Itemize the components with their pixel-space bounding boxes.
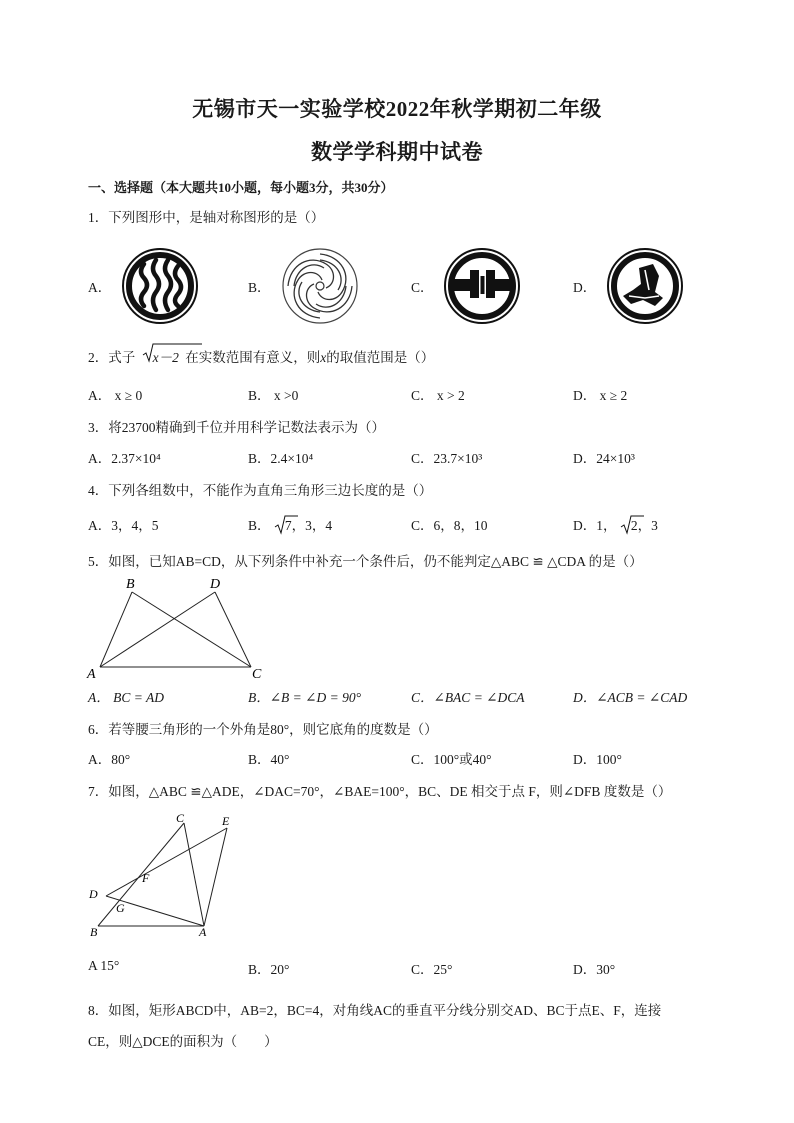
q4-option-d-rest: ，3 <box>637 518 658 533</box>
q4-option-c: C．6，8，10 <box>411 518 488 533</box>
q5-point-c: C <box>252 667 262 682</box>
q4-option-d-label: D．1， <box>573 518 617 533</box>
q7-point-d: D <box>89 887 98 901</box>
q5-option-b: B．∠B = ∠D = 90° <box>248 690 361 705</box>
q1-option-c-label: C． <box>411 280 434 295</box>
question-2-stem <box>88 346 434 366</box>
q7-point-g: G <box>116 901 125 915</box>
title-line-1: 无锡市天一实验学校2022年秋学期初二年级 <box>192 97 602 121</box>
q7-point-c: C <box>176 811 185 825</box>
q1-option-c-figure <box>442 246 522 326</box>
question-8-line-1: 8．如图，矩形ABCD中，AB=2，BC=4，对角线AC的垂直平分线分别交AD、BC于点E、F，连接 <box>88 1003 662 1018</box>
q4-option-b-sqrt <box>274 518 292 534</box>
q1-option-d-label: D． <box>573 280 597 295</box>
question-7-stem: 7．如图，△ABC ≌△ADE，∠DAC=70°，∠BAE=100°，BC、DE 相交于点 F，则∠DFB 度数是（） <box>88 784 672 799</box>
q2-var: x <box>320 350 327 365</box>
q7-option-d: D．30° <box>573 962 616 977</box>
q5-point-b: B <box>126 577 135 592</box>
q2-suffix2: 的取值范围是（） <box>326 350 435 365</box>
q2-suffix: 在实数范围有意义，则 <box>185 350 321 365</box>
q6-option-c: C．100°或40° <box>411 752 492 767</box>
q5-figure <box>84 574 274 682</box>
title-line-2: 数学学科期中试卷 <box>311 140 483 164</box>
q7-option-c: C．25° <box>411 962 453 977</box>
q3-option-b: B．2.4×10⁴ <box>248 451 314 466</box>
q4-option-b-rest: ，3，4 <box>291 518 333 533</box>
q5-option-c: C．∠BAC = ∠DCA <box>411 690 525 705</box>
q5-option-a: A． BC = AD <box>88 690 164 705</box>
q4-option-d <box>573 514 658 534</box>
q7-point-a: A <box>199 925 207 939</box>
q6-option-d: D．100° <box>573 752 622 767</box>
q2-option-d: D． x ≥ 2 <box>573 388 628 403</box>
question-4-stem: 4．下列各组数中，不能作为直角三角形三边长度的是（） <box>88 483 433 498</box>
q1-option-a-label: A． <box>88 280 112 295</box>
q7-option-b: B．20° <box>248 962 290 977</box>
q5-point-a: A <box>87 667 96 682</box>
question-3-stem: 3．将23700精确到千位并用科学记数法表示为（） <box>88 420 385 435</box>
question-5-stem: 5．如图，已知AB=CD，从下列条件中补充一个条件后，仍不能判定△ABC ≌ △CDA 的是（） <box>88 554 643 569</box>
q2-option-c: C． x > 2 <box>411 388 465 403</box>
section-heading: 一、选择题（本大题共10小题，每小题3分，共30分） <box>88 180 394 195</box>
q5-option-d: D．∠ACB = ∠CAD <box>573 690 688 705</box>
q2-prefix: 2．式子 <box>88 350 136 365</box>
q1-option-a-figure <box>120 246 200 326</box>
q7-point-f: F <box>142 871 150 885</box>
q4-option-d-sqrt <box>620 518 638 534</box>
q1-option-b-label: B． <box>248 280 271 295</box>
q2-option-a: A． x ≥ 0 <box>88 388 143 403</box>
q7-point-e: E <box>222 814 230 828</box>
q3-option-c: C．23.7×10³ <box>411 451 483 466</box>
q3-option-a: A．2.37×10⁴ <box>88 451 161 466</box>
q7-point-b: B <box>90 925 98 939</box>
q4-option-b-label: B． <box>248 518 271 533</box>
q2-sqrt <box>142 346 179 366</box>
question-8-line-2: CE，则△DCE的面积为（ ） <box>88 1034 278 1049</box>
q1-option-d-figure <box>605 246 685 326</box>
q3-option-d: D．24×10³ <box>573 451 635 466</box>
question-6-stem: 6．若等腰三角形的一个外角是80°，则它底角的度数是（） <box>88 722 438 737</box>
question-1-stem: 1．下列图形中，是轴对称图形的是（） <box>88 210 325 225</box>
q4-option-b-radicand: 7 <box>284 518 292 533</box>
q2-radicand: x－2 <box>152 350 179 365</box>
q1-option-b-figure <box>280 246 360 326</box>
q6-option-a: A．80° <box>88 752 131 767</box>
q7-figure <box>84 808 244 943</box>
q7-option-a: A 15° <box>88 958 120 973</box>
q4-option-b <box>248 514 332 534</box>
q6-option-b: B．40° <box>248 752 290 767</box>
q4-option-d-radicand: 2 <box>630 518 638 533</box>
q2-option-b: B． x >0 <box>248 388 299 403</box>
q4-option-a: A．3，4，5 <box>88 518 159 533</box>
q5-point-d: D <box>210 577 221 592</box>
